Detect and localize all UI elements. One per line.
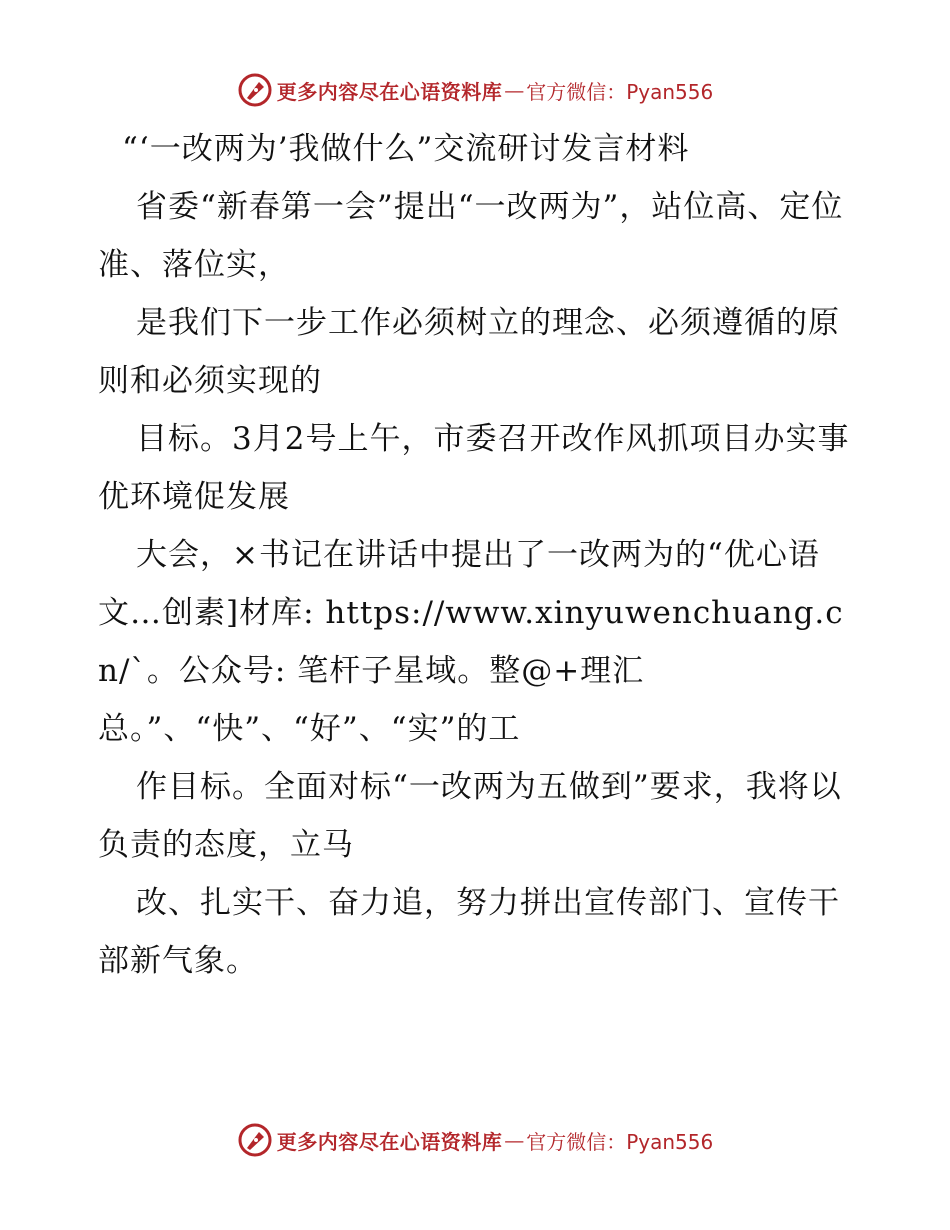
banner-contact: 官方微信：Pyan556 — [526, 1129, 714, 1154]
paragraph: 是我们下一步工作必须树立的理念、必须遵循的原则和必须实现的 — [98, 305, 840, 399]
banner-text: 更多内容尽在心语资料库 — [276, 1129, 503, 1154]
paragraph: 省委“新春第一会”提出“一改两为”，站位高、定位准、落位实， — [98, 189, 844, 283]
banner-separator: — — [504, 1128, 525, 1152]
document-title: “‘一改两为’我做什么”交流研讨发言材料 — [122, 131, 690, 167]
banner-separator: — — [504, 78, 525, 102]
paragraph: 目标。3月2号上午，市委召开改作风抓项目办实事优环境促发展 — [98, 421, 850, 515]
banner-contact: 官方微信：Pyan556 — [526, 79, 714, 104]
document-body — [98, 120, 858, 990]
pen-nib-circle-icon — [237, 72, 273, 108]
paragraph: 作目标。全面对标“一改两为五做到”要求，我将以负责的态度，立马 — [98, 769, 842, 863]
pen-nib-circle-icon — [237, 1122, 273, 1158]
header-banner — [0, 70, 950, 110]
paragraph: 改、扎实干、奋力追，努力拼出宣传部门、宣传干部新气象。 — [98, 885, 840, 979]
paragraph: 大会，×书记在讲话中提出了一改两为的“优心语文…创素]材库: https://www.xinyuwenchuang.cn/`。公众号: 笔杆子星域。整@+理汇总。”、“快”、“好”、“实”的工 — [98, 537, 844, 747]
footer-banner — [0, 1120, 950, 1160]
banner-text: 更多内容尽在心语资料库 — [276, 79, 503, 104]
